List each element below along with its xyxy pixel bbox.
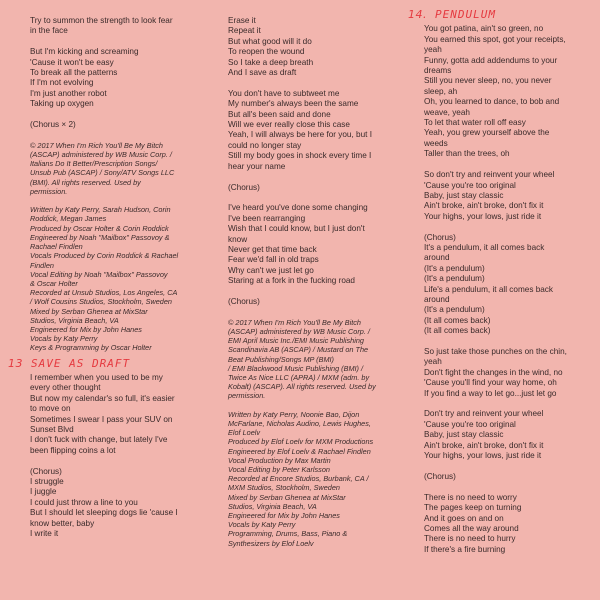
column-middle (228, 16, 406, 548)
text-line: Ain't broke, ain't broke, don't fix it (424, 440, 544, 450)
text-line: (BMI). All rights reserved. Used by (30, 177, 141, 187)
text-line (424, 399, 594, 409)
column-right (408, 8, 594, 555)
lyrics-block (30, 16, 205, 130)
text-line: EMI April Music Inc./EMI Music Publishing (228, 336, 364, 346)
text-line: And I save as draft (228, 68, 297, 78)
text-line: Elof Loelv (228, 428, 261, 438)
text-line: around (424, 294, 450, 304)
text-line: Rachael Findlen (30, 242, 83, 252)
lyrics-block (228, 16, 406, 307)
text-line: Oh, you learned to dance, to bob and (424, 97, 560, 107)
text-line: Roddick, Megan James (30, 214, 107, 224)
text-line: I juggle (30, 487, 57, 497)
text-line: I write it (30, 529, 59, 539)
text-line: Why can't we just let go (228, 265, 314, 275)
text-line: Vocals by Katy Perry (228, 520, 296, 530)
text-line: I struggle (30, 477, 64, 486)
text-line: hear your name (228, 161, 286, 171)
text-line: I'm just another robot (30, 88, 107, 98)
text-line: Engineered by Noah "Mailbox" Passovoy & (30, 232, 170, 242)
text-line (228, 193, 406, 203)
text-line: MXM Studios, Stockholm, Sweden (228, 483, 340, 493)
text-line: Vocal Editing by Noah "Mailbox" Passovoy (30, 269, 168, 279)
text-line: But I'm kicking and screaming (30, 47, 139, 57)
text-line: It's a pendulum, it all comes back (424, 242, 545, 252)
text-line: 'Cause it won't be easy (30, 57, 114, 67)
text-line: could no longer stay (228, 140, 302, 150)
text-line (30, 456, 205, 466)
text-line: I don't fuck with change, but lately I've (30, 435, 168, 445)
song-title: SAVE AS DRAFT (31, 356, 131, 370)
text-line (228, 287, 406, 297)
text-line: Funny, gotta add addendums to your (424, 55, 558, 65)
text-line: Still you never sleep, no, you never (424, 76, 552, 86)
text-line: To let that water roll off easy (424, 118, 526, 128)
text-line: Written by Katy Perry, Sarah Hudson, Corin (30, 205, 171, 215)
text-line: Italians Do It Better/Prescription Songs/ (30, 159, 158, 169)
text-line: So just take those punches on the chin, (424, 347, 567, 356)
text-line: So I take a deep breath (228, 57, 314, 67)
text-line (424, 160, 594, 170)
text-line: yeah (424, 45, 442, 55)
text-line: Staring at a fork in the fucking road (228, 276, 355, 286)
text-line: Scandinavia AB (ASCAP) / Mustard on The (228, 345, 369, 355)
text-line: But all's been said and done (228, 109, 331, 119)
text-line: And it goes on and on (424, 513, 504, 523)
text-line: Sometimes I swear I pass your SUV on (30, 414, 173, 424)
text-line: I've heard you've done some changing (228, 203, 368, 213)
text-line: There is no need to hurry (424, 534, 516, 544)
text-line: Wish that I could know, but I just don't (228, 224, 365, 234)
text-line: Produced by Oscar Holter & Corin Roddick (30, 223, 169, 233)
text-line (228, 172, 406, 182)
text-line: (It all comes back) (424, 326, 491, 336)
text-line: Recorded at Encore Studios, Burbank, CA / (228, 474, 369, 484)
text-line: dreams (424, 66, 452, 76)
text-line: To break all the patterns (30, 68, 118, 78)
text-line: (Chorus × 2) (30, 120, 76, 130)
text-line: (Chorus) (30, 466, 62, 476)
text-line: Engineered by Elof Loelv & Rachael Findlen (228, 446, 371, 456)
text-line: Studios, Virginia Beach, VA (30, 315, 119, 325)
text-line: Taller than the trees, oh (424, 149, 510, 159)
text-line: Will we ever really close this case (228, 120, 350, 130)
lyrics-block (424, 24, 594, 555)
text-line: If I'm not evolving (30, 78, 94, 88)
text-line: (It all comes back) (424, 315, 491, 325)
text-line: To reopen the wound (228, 47, 305, 57)
text-line: Studios, Virginia Beach, VA (228, 501, 317, 511)
text-line: Mixed by Serban Gheneа at MixStar (30, 306, 148, 316)
text-line: But now my calendar's so full, it's easier (30, 393, 175, 403)
song-number: 13 (8, 356, 23, 370)
text-line: Engineered for Mix by John Hanes (30, 324, 142, 334)
text-line: The pages keep on turning (424, 503, 522, 513)
text-line: Baby, just stay classic (424, 430, 504, 440)
text-line: © 2017 When I'm Rich You'll Be My Bitch (228, 317, 361, 327)
text-line: Vocal Editing by Peter Karlsson (228, 465, 330, 475)
text-line: in the face (30, 26, 68, 36)
text-line (30, 110, 205, 120)
text-line: Produced by Elof Loelv for MXM Productions (228, 437, 374, 447)
text-line: Don't fight the changes in the wind, no (424, 367, 563, 377)
text-line: There is no need to worry (424, 492, 517, 502)
text-line: Don't try and reinvent your wheel (424, 409, 544, 419)
text-line: Comes all the way around (424, 523, 519, 533)
song-heading (8, 356, 205, 370)
text-line: Beat Publishing/Songs MP (BMI) (228, 354, 334, 364)
text-line: 'Cause you're too original (424, 419, 516, 429)
text-line: © 2017 When I'm Rich You'll Be My Bitch (30, 140, 163, 150)
text-line: Yeah, I will always be here for you, but I (228, 130, 372, 140)
text-line: Kobalt) (ASCAP). All rights reserved. Used by (228, 382, 376, 392)
text-line: yeah (424, 357, 442, 367)
column-left (8, 16, 205, 539)
text-line: sleep, ah (424, 86, 458, 96)
text-line: Written by Katy Perry, Noonie Bao, Dijon (228, 409, 360, 419)
text-line (424, 482, 594, 492)
lyrics-block (30, 373, 205, 540)
text-line: Ain't broke, ain't broke, don't fix it (424, 201, 544, 211)
text-line: / EMI Blackwood Music Publishing (BMI) / (228, 363, 364, 373)
text-line: (Chorus) (424, 471, 456, 481)
text-line: My number's always been the same (228, 99, 359, 109)
text-line: You earned this spot, got your receipts, (424, 34, 566, 44)
text-line: I remember when you used to be my (30, 372, 163, 382)
text-line: So don't try and reinvent your wheel (424, 170, 555, 180)
text-line: Fear we'd fall in old traps (228, 255, 319, 265)
text-line: (Chorus) (424, 232, 456, 242)
text-line: (Chorus) (228, 182, 260, 192)
song-title: PENDULUM (435, 8, 496, 21)
text-line: Your highs, your lows, just ride it (424, 211, 542, 221)
text-line: / Wolf Cousins Studios, Stockholm, Sweden (30, 297, 172, 307)
text-line: (It's a pendulum) (424, 274, 485, 284)
credits-block (30, 141, 205, 353)
text-line: Repeat it (228, 26, 261, 36)
text-line: Keys & Programming by Oscar Holter (30, 343, 152, 353)
text-line: (It's a pendulum) (424, 305, 485, 315)
text-line: (Chorus) (228, 296, 260, 306)
text-line: & Oscar Holter (30, 278, 78, 288)
text-line: weave, yeah (424, 107, 470, 117)
text-line: Findlen (30, 260, 54, 270)
text-line: Vocal Production by Max Martin (228, 455, 331, 465)
song-heading (408, 10, 594, 20)
text-line: Unsub Pub (ASCAP) / Sony/ATV Songs LLC (30, 168, 175, 178)
text-line: Life's a pendulum, it all comes back (424, 284, 553, 294)
text-line: If you find a way to let go...just let go (424, 388, 557, 398)
text-line: If there's a fire burning (424, 544, 506, 554)
text-line: Your highs, your lows, just ride it (424, 451, 542, 461)
text-line: know better, baby (30, 518, 95, 528)
text-line: permission. (30, 186, 68, 196)
text-line (424, 222, 594, 232)
text-line: Recorded at Unsub Studios, Los Angeles, CA (30, 288, 178, 298)
text-line (424, 461, 594, 471)
text-line: You got patina, ain't so green, no (424, 24, 544, 34)
text-line: permission. (228, 391, 266, 401)
text-line: But I should let sleeping dogs lie 'cause I (30, 508, 178, 518)
text-line: Sunset Blvd (30, 424, 74, 434)
text-line (30, 37, 205, 47)
text-line: been flipping coins a lot (30, 445, 116, 455)
text-line: But what good will it do (228, 36, 312, 46)
text-line: Vocals Produced by Corin Roddick & Rachael (30, 251, 179, 261)
text-line (228, 401, 406, 410)
text-line: every other thought (30, 383, 101, 393)
text-line: Vocals by Katy Perry (30, 334, 98, 344)
song-number: 14. (408, 8, 427, 21)
text-line: Programming, Drums, Bass, Piano & (228, 529, 348, 539)
text-line (228, 78, 406, 88)
text-line: I've been rearranging (228, 213, 306, 223)
text-line: around (424, 253, 450, 263)
text-line: You don't have to subtweet me (228, 88, 340, 98)
text-line: to move on (30, 404, 71, 414)
text-line: 'Cause you'll find your way home, oh (424, 378, 557, 388)
text-line: Engineered for Mix by John Hanes (228, 511, 340, 521)
text-line: 'Cause you're too original (424, 180, 516, 190)
text-line: (ASCAP) administered by WB Music Corp. / (30, 150, 172, 160)
text-line (424, 337, 594, 347)
text-line: Still my body goes in shock every time I (228, 151, 372, 161)
text-line: Twice As Nice LLC (APRA) / MXM (adm. by (228, 372, 370, 382)
text-line: McFarlane, Nicholas Audino, Lewis Hughes, (228, 419, 371, 428)
text-line: Taking up oxygen (30, 99, 94, 109)
text-line: Baby, just stay classic (424, 190, 504, 200)
text-line: Try to summon the strength to look fear (30, 16, 173, 25)
text-line: Never get that time back (228, 244, 317, 254)
text-line: (ASCAP) administered by WB Music Corp. / (228, 326, 370, 336)
text-line: I could just throw a line to you (30, 497, 138, 507)
credits-block (228, 318, 406, 548)
text-line: Erase it (228, 16, 256, 25)
text-line: know (228, 234, 248, 244)
text-line: Synthesizers by Elof Loelv (228, 538, 314, 548)
text-line: (It's a pendulum) (424, 263, 485, 273)
text-line (30, 196, 205, 205)
text-line: Mixed by Serban Gheneа at MixStar (228, 492, 346, 502)
text-line: weeds (424, 138, 448, 148)
text-line: Yeah, you grew yourself above the (424, 128, 550, 138)
